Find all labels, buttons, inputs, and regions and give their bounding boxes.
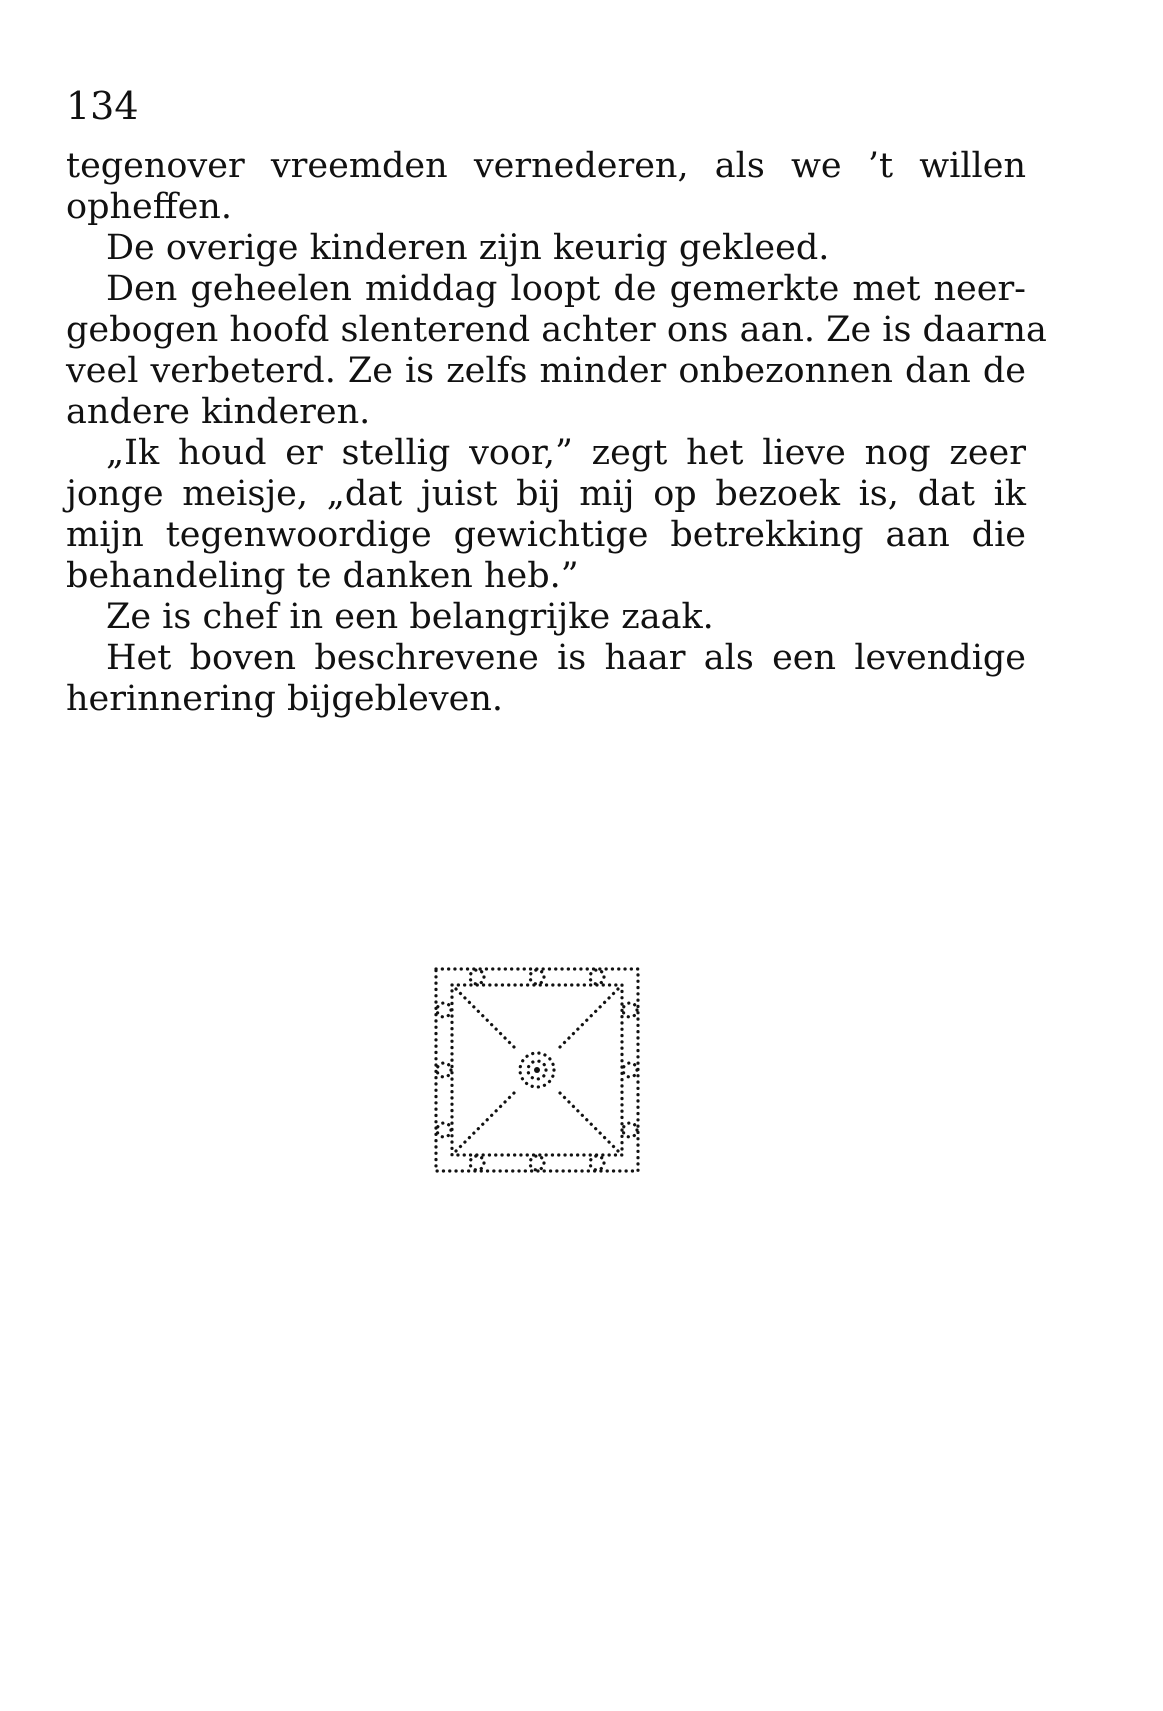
page-number: 134 bbox=[66, 84, 139, 128]
dotted-square-ornament-icon bbox=[432, 965, 642, 1175]
text-line: Den geheelen middag loopt de gemerkte met neer- bbox=[106, 269, 1026, 309]
text-line: mijn tegenwoordige gewichtige betrekking aan die bbox=[66, 515, 1026, 555]
body-text bbox=[66, 146, 1047, 720]
text-line: „Ik houd er stellig voor,” zegt het lieve nog zeer bbox=[106, 433, 1026, 473]
text-line: andere kinderen. bbox=[66, 392, 371, 432]
text-line: Ze is chef in een belangrijke zaak. bbox=[106, 597, 714, 637]
text-line: herinnering bijgebleven. bbox=[66, 679, 504, 719]
text-line: behandeling te danken heb.” bbox=[66, 556, 579, 596]
text-line: veel verbeterd. Ze is zelfs minder onbezonnen dan de bbox=[66, 351, 1026, 391]
text-line: opheffen. bbox=[66, 187, 232, 227]
text-line: gebogen hoofd slenterend achter ons aan. Ze is daarna bbox=[66, 310, 1047, 350]
text-line: tegenover vreemden vernederen, als we ’t willen bbox=[66, 146, 1026, 186]
text-line: De overige kinderen zijn keurig gekleed. bbox=[106, 228, 830, 268]
text-line: Het boven beschrevene is haar als een levendige bbox=[106, 638, 1026, 678]
text-line: jonge meisje, „dat juist bij mij op bezoek is, dat ik bbox=[66, 474, 1026, 514]
